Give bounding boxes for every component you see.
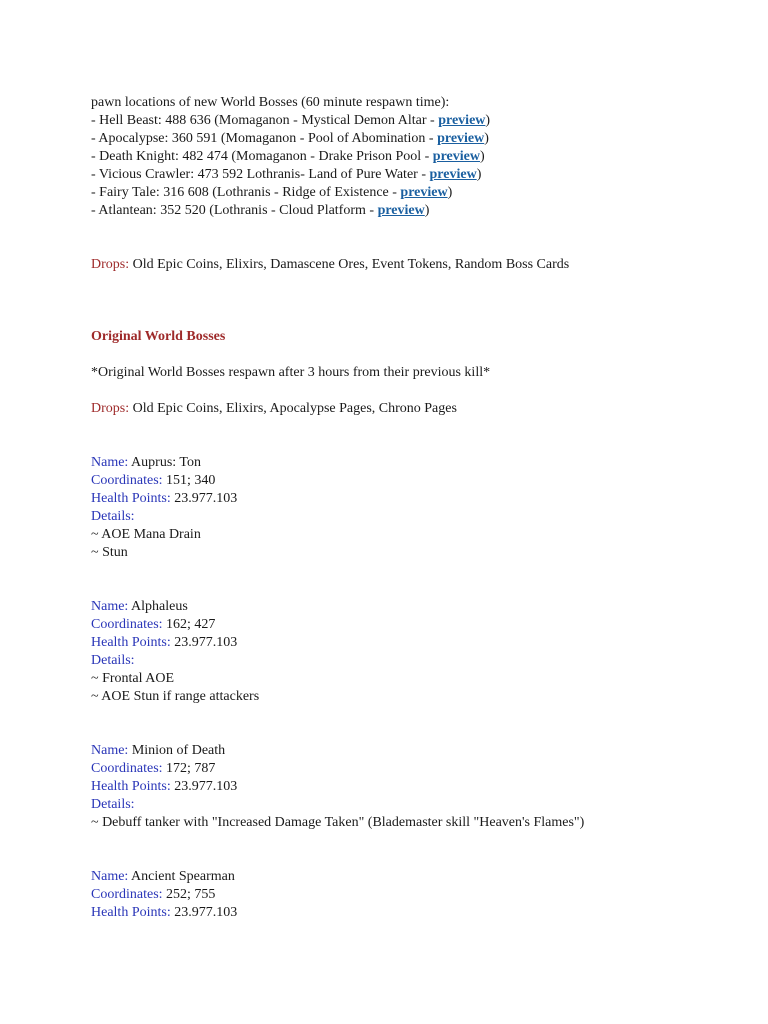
boss-coordinates-row bbox=[91, 886, 751, 904]
coordinates-label: Coordinates: bbox=[91, 473, 163, 488]
boss-details-row bbox=[91, 652, 751, 670]
new-boss-item bbox=[91, 202, 751, 220]
new-boss-item bbox=[91, 184, 751, 202]
new-bosses-drops bbox=[91, 256, 751, 274]
health-label: Health Points: bbox=[91, 905, 171, 920]
boss-health-row bbox=[91, 634, 751, 652]
name-label: Name: bbox=[91, 869, 129, 884]
boss-health-row bbox=[91, 490, 751, 508]
boss-entry bbox=[91, 454, 751, 562]
new-boss-item bbox=[91, 148, 751, 166]
preview-link[interactable]: preview bbox=[429, 167, 477, 182]
health-label: Health Points: bbox=[91, 635, 171, 650]
boss-coordinates-row bbox=[91, 472, 751, 490]
boss-name-row bbox=[91, 454, 751, 472]
boss-entry bbox=[91, 598, 751, 706]
boss-health-row bbox=[91, 778, 751, 796]
closing-paren: ) bbox=[479, 149, 485, 164]
boss-name-row bbox=[91, 742, 751, 760]
boss-entry bbox=[91, 868, 751, 922]
coordinates-label: Coordinates: bbox=[91, 617, 163, 632]
boss-entry bbox=[91, 742, 751, 832]
details-label: Details: bbox=[91, 797, 135, 812]
drops-value: Old Epic Coins, Elixirs, Apocalypse Pages, Chrono Pages bbox=[129, 401, 457, 416]
health-label: Health Points: bbox=[91, 779, 171, 794]
boss-coordinates-row bbox=[91, 616, 751, 634]
health-label: Health Points: bbox=[91, 491, 171, 506]
document-page bbox=[91, 94, 751, 922]
boss-location-text: - Apocalypse: 360 591 (Momaganon - Pool of Abomination - bbox=[91, 131, 438, 146]
coordinates-label: Coordinates: bbox=[91, 887, 163, 902]
preview-link[interactable]: preview bbox=[432, 149, 480, 164]
boss-detail-item: ~ AOE Stun if range attackers bbox=[91, 689, 260, 704]
details-label: Details: bbox=[91, 653, 135, 668]
boss-coordinates: 252; 755 bbox=[162, 887, 216, 902]
coordinates-label: Coordinates: bbox=[91, 761, 163, 776]
new-boss-item bbox=[91, 112, 751, 130]
boss-coordinates-row bbox=[91, 760, 751, 778]
boss-name: Alphaleus bbox=[128, 599, 188, 614]
preview-link[interactable]: preview bbox=[400, 185, 448, 200]
boss-health: 23.977.103 bbox=[170, 905, 238, 920]
boss-name-row bbox=[91, 598, 751, 616]
boss-coordinates: 151; 340 bbox=[162, 473, 216, 488]
drops-label: Drops: bbox=[91, 257, 130, 272]
boss-details-row bbox=[91, 796, 751, 814]
boss-health-row bbox=[91, 904, 751, 922]
respawn-note: *Original World Bosses respawn after 3 hours from their previous kill* bbox=[91, 365, 491, 380]
name-label: Name: bbox=[91, 599, 129, 614]
boss-health: 23.977.103 bbox=[170, 635, 238, 650]
preview-link[interactable]: preview bbox=[437, 131, 485, 146]
new-boss-item bbox=[91, 166, 751, 184]
preview-link[interactable]: preview bbox=[377, 203, 425, 218]
original-bosses-drops bbox=[91, 400, 751, 418]
intro-text: pawn locations of new World Bosses (60 minute respawn time): bbox=[91, 95, 450, 110]
boss-location-text: - Atlantean: 352 520 (Lothranis - Cloud Platform - bbox=[91, 203, 378, 218]
closing-paren: ) bbox=[485, 113, 491, 128]
preview-link[interactable]: preview bbox=[438, 113, 486, 128]
boss-location-text: - Vicious Crawler: 473 592 Lothranis- Land of Pure Water - bbox=[91, 167, 430, 182]
boss-name: Ancient Spearman bbox=[128, 869, 235, 884]
boss-detail-item: ~ AOE Mana Drain bbox=[91, 527, 201, 542]
boss-coordinates: 172; 787 bbox=[162, 761, 216, 776]
name-label: Name: bbox=[91, 743, 129, 758]
boss-details-row bbox=[91, 508, 751, 526]
drops-value: Old Epic Coins, Elixirs, Damascene Ores, Event Tokens, Random Boss Cards bbox=[129, 257, 570, 272]
boss-location-text: - Death Knight: 482 474 (Momaganon - Drake Prison Pool - bbox=[91, 149, 433, 164]
new-boss-item bbox=[91, 130, 751, 148]
boss-name: Minion of Death bbox=[128, 743, 226, 758]
boss-name-row bbox=[91, 868, 751, 886]
closing-paren: ) bbox=[447, 185, 453, 200]
boss-detail-item: ~ Stun bbox=[91, 545, 128, 560]
boss-detail-item: ~ Debuff tanker with "Increased Damage Taken" (Blademaster skill "Heaven's Flames") bbox=[91, 815, 585, 830]
name-label: Name: bbox=[91, 455, 129, 470]
boss-name: Auprus: Ton bbox=[128, 455, 201, 470]
boss-detail-item: ~ Frontal AOE bbox=[91, 671, 175, 686]
boss-location-text: - Hell Beast: 488 636 (Momaganon - Mystical Demon Altar - bbox=[91, 113, 439, 128]
closing-paren: ) bbox=[476, 167, 482, 182]
closing-paren: ) bbox=[484, 131, 489, 146]
boss-health: 23.977.103 bbox=[170, 491, 238, 506]
drops-label: Drops: bbox=[91, 401, 130, 416]
section-heading: Original World Bosses bbox=[91, 329, 226, 344]
details-label: Details: bbox=[91, 509, 135, 524]
new-boss-list bbox=[91, 112, 751, 220]
boss-health: 23.977.103 bbox=[170, 779, 238, 794]
closing-paren: ) bbox=[424, 203, 430, 218]
boss-location-text: - Fairy Tale: 316 608 (Lothranis - Ridge of Existence - bbox=[91, 185, 401, 200]
boss-coordinates: 162; 427 bbox=[162, 617, 216, 632]
